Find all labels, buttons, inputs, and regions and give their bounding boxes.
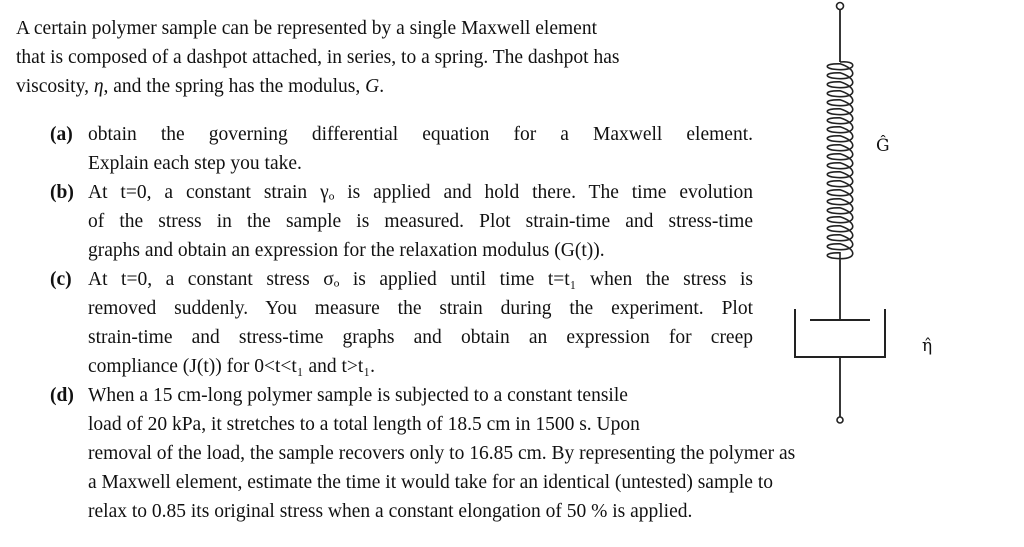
- intro-line-1: A certain polymer sample can be represented by a single Maxwell element: [16, 18, 597, 39]
- part-d-label: (d): [50, 385, 74, 406]
- part-b-line-3: graphs and obtain an expression for the relaxation modulus (G(t)).: [88, 240, 605, 261]
- bottom-terminal: [837, 417, 843, 423]
- part-b-text: [88, 178, 753, 265]
- part-d-line-5: relax to 0.85 its original stress when a constant elongation of 50 % is applied.: [88, 501, 693, 522]
- dashpot-viscosity-label: η̂: [922, 336, 933, 356]
- intro-line-3-mid: , and the spring has the modulus,: [103, 76, 366, 97]
- part-a-line-1: obtain the governing differential equation for a Maxwell element.: [88, 124, 753, 145]
- intro-line-3-end: .: [379, 76, 385, 97]
- top-terminal: [837, 3, 844, 10]
- modulus-symbol: G: [365, 76, 380, 97]
- part-d-line-3: removal of the load, the sample recovers only to 16.85 cm. By representing the polymer as: [88, 443, 796, 464]
- part-b-line-2: of the stress in the sample is measured. Plot strain-time and stress-time: [88, 211, 753, 232]
- intro-line-3-pre: viscosity,: [16, 76, 94, 97]
- intro-line-3: [16, 72, 776, 101]
- intro-line-2: that is composed of a dashpot attached, in series, to a spring. The dashpot has: [16, 47, 620, 68]
- eta-symbol: η: [93, 76, 104, 97]
- part-a-label: (a): [50, 124, 73, 145]
- spring-coil: [827, 62, 853, 260]
- spring-modulus-label: Ĝ: [876, 136, 890, 156]
- part-c-line-1: At t=0, a constant stress σₒ is applied until time t=t₁ when the stress is: [88, 269, 753, 290]
- maxwell-element-diagram: [780, 0, 940, 430]
- part-a-line-2: Explain each step you take.: [88, 153, 302, 174]
- problem-intro: [16, 14, 776, 101]
- part-c-line-3: strain-time and stress-time graphs and obtain an expression for creep: [88, 327, 753, 348]
- part-a-text: [88, 120, 753, 178]
- part-d-line-1: When a 15 cm-long polymer sample is subjected to a constant tensile: [88, 385, 628, 406]
- part-c-label: (c): [50, 269, 72, 290]
- part-b-line-1: At t=0, a constant strain γₒ is applied and hold there. The time evolution: [88, 182, 753, 203]
- part-d-line-4: a Maxwell element, estimate the time it would take for an identical (untested) sample to: [88, 472, 773, 493]
- part-d-line-2: load of 20 kPa, it stretches to a total length of 18.5 cm in 1500 s. Upon: [88, 414, 640, 435]
- part-c-line-2: removed suddenly. You measure the strain during the experiment. Plot: [88, 298, 753, 319]
- part-c-line-4: compliance (J(t)) for 0<t<t₁ and t>t₁.: [88, 356, 376, 377]
- part-c-text: [88, 265, 753, 381]
- part-b-label: (b): [50, 182, 74, 203]
